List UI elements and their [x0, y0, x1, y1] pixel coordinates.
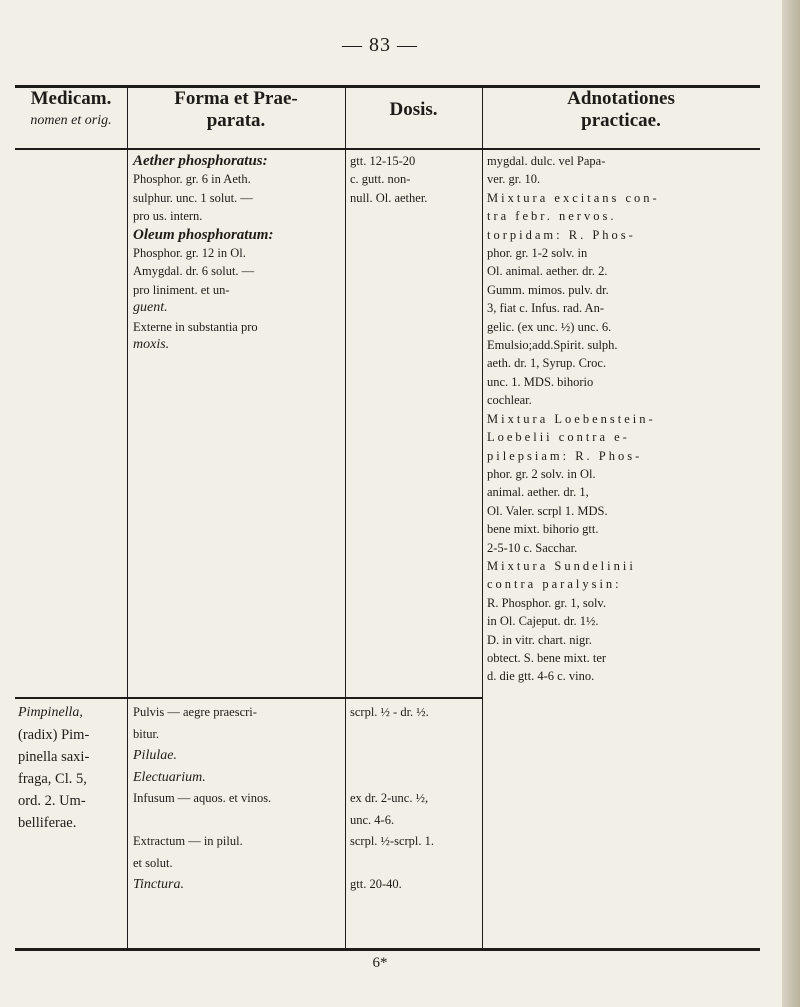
text-line: Aether phosphoratus:: [133, 153, 268, 169]
text-line: Gumm. mimos. pulv. dr.: [487, 282, 609, 297]
text-line: Externe in substantia pro: [133, 319, 258, 334]
text-line: [350, 853, 480, 875]
text-line: bitur.: [133, 726, 160, 741]
row-rule: [15, 697, 482, 699]
text-line: contra paralysin:: [487, 577, 622, 592]
text-line: d. die gtt. 4-6 c. vino.: [487, 669, 595, 684]
text-line: Mixtura Sundelinii: [487, 558, 636, 573]
text-line: 2-5-10 c. Sacchar.: [487, 540, 578, 555]
text-line: gtt. 12-15-20: [350, 154, 416, 168]
text-line: pro liniment. et un-: [133, 282, 230, 297]
text-line: Emulsio;add.Spirit. sulph.: [487, 338, 618, 353]
text-line: moxis.: [133, 337, 170, 353]
text-line: R. Phosphor. gr. 1, solv.: [487, 595, 607, 610]
text-line: Phosphor. gr. 6 in Aeth.: [133, 172, 251, 187]
text-line: gtt. 20-40.: [350, 877, 402, 891]
text-line: et solut.: [133, 855, 173, 870]
text-line: ord. 2. Um-: [18, 793, 86, 809]
header-adnotationes: Adnotationes practicae.: [567, 88, 675, 131]
row1-forma-cell: [133, 152, 343, 354]
text-line: Tinctura.: [133, 877, 184, 892]
text-line: fraga, Cl. 5,: [18, 771, 87, 787]
text-line: aeth. dr. 1, Syrup. Croc.: [487, 356, 607, 371]
text-line: sulphur. unc. 1 solut. —: [133, 190, 253, 205]
text-line: cochlear.: [487, 393, 532, 408]
text-line: null. Ol. aether.: [350, 190, 428, 205]
text-line: Oleum phosphoratum:: [133, 226, 274, 243]
text-line: phor. gr. 1-2 solv. in: [487, 246, 588, 261]
text-line: Pilulae.: [133, 748, 177, 763]
text-line: (radix) Pim-: [18, 727, 90, 743]
page-edge: [782, 0, 800, 1007]
text-line: in Ol. Cajeput. dr. 1½.: [487, 614, 599, 629]
text-line: animal. aether. dr. 1,: [487, 485, 589, 500]
text-line: Ol. Valer. scrpl 1. MDS.: [487, 503, 608, 518]
text-line: Amygdal. dr. 6 solut. —: [133, 264, 255, 279]
signature-mark: 6*: [372, 955, 388, 971]
text-line: [133, 810, 343, 832]
text-line: scrpl. ½ - dr. ½.: [350, 705, 429, 719]
column-divider: [345, 88, 346, 948]
row2-forma-cell: [133, 702, 343, 896]
text-line: Mixtura excitans con-: [487, 190, 660, 205]
row2-medicam-cell: [18, 702, 126, 834]
text-line: ver. gr. 10.: [487, 172, 541, 187]
text-line: belliferae.: [18, 815, 77, 831]
text-line: c. gutt. non-: [350, 172, 411, 187]
text-line: [350, 724, 480, 746]
header-medicam: Medicam. nomen et orig.: [30, 88, 112, 128]
row1-adnotationes-cell: [487, 152, 759, 686]
text-line: guent.: [133, 300, 168, 316]
row1-dosis-cell: [350, 152, 480, 207]
text-line: unc. 4-6.: [350, 812, 395, 827]
text-line: Infusum — aquos. et vinos.: [133, 791, 272, 805]
column-divider: [482, 88, 483, 948]
text-line: Phosphor. gr. 12 in Ol.: [133, 246, 246, 261]
text-line: Loebelii contra e-: [487, 430, 630, 445]
text-line: phor. gr. 2 solv. in Ol.: [487, 466, 596, 481]
text-line: [350, 767, 480, 789]
text-line: pro us. intern.: [133, 209, 203, 224]
text-line: pinella saxi-: [18, 749, 90, 765]
text-line: 3, fiat c. Infus. rad. An-: [487, 301, 604, 316]
page-number: — 83 —: [342, 34, 418, 56]
text-line: Pimpinella,: [18, 705, 83, 720]
text-line: torpidam: R. Phos-: [487, 227, 636, 242]
text-line: obtect. S. bene mixt. ter: [487, 650, 607, 665]
header-forma: Forma et Prae- parata.: [174, 88, 298, 131]
text-line: pilepsiam: R. Phos-: [487, 448, 643, 463]
text-line: scrpl. ½-scrpl. 1.: [350, 834, 435, 848]
text-line: gelic. (ex unc. ½) unc. 6.: [487, 319, 612, 334]
text-line: [350, 745, 480, 767]
text-line: mygdal. dulc. vel Papa-: [487, 154, 606, 168]
text-line: Mixtura Loebenstein-: [487, 411, 656, 426]
medication-table: [15, 85, 760, 951]
text-line: Ol. animal. aether. dr. 2.: [487, 264, 608, 279]
text-line: Electuarium.: [133, 769, 206, 785]
text-line: ex dr. 2-unc. ½,: [350, 791, 429, 805]
text-line: unc. 1. MDS. bihorio: [487, 374, 594, 389]
text-line: bene mixt. bihorio gtt.: [487, 522, 599, 537]
header-dosis: Dosis.: [389, 99, 438, 120]
text-line: D. in vitr. chart. nigr.: [487, 632, 592, 647]
text-line: tra febr. nervos.: [487, 209, 617, 224]
text-line: Pulvis — aegre praescri-: [133, 705, 257, 719]
text-line: Extractum — in pilul.: [133, 834, 243, 848]
row2-dosis-cell: [350, 702, 480, 896]
column-divider: [127, 88, 128, 948]
